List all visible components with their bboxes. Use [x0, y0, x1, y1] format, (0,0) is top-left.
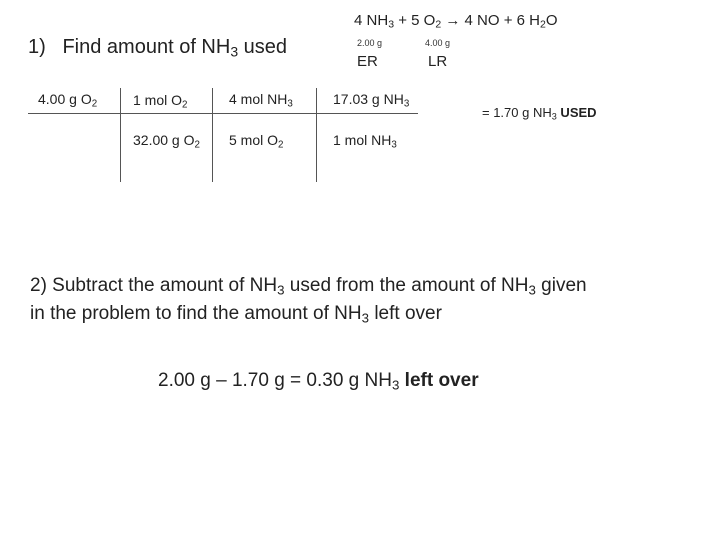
- eq-arrow: →: [441, 12, 465, 29]
- step2-paragraph: [30, 272, 587, 328]
- step1-text-end: used: [238, 36, 288, 58]
- factor-2-den-sub: 2: [278, 139, 284, 151]
- step2-sub-1: 3: [277, 282, 285, 298]
- factor-1-denominator: [133, 132, 200, 151]
- table-horizontal-line: [28, 113, 418, 114]
- mass-nh3: 2.00 g: [357, 38, 383, 48]
- result-sub: 3: [551, 111, 557, 122]
- factor-1-numerator: [133, 92, 188, 111]
- step2-text-b: used from the amount of NH: [284, 275, 529, 296]
- given-text: 4.00 g O: [38, 91, 92, 107]
- balanced-equation: [354, 12, 557, 29]
- excess-reagent-label: ER: [357, 53, 378, 70]
- factor-1-num-text: 1 mol O: [133, 92, 183, 108]
- step2-sub-2: 3: [528, 282, 536, 298]
- final-text: 2.00 g – 1.70 g = 0.30 g NH: [158, 370, 392, 391]
- factor-2-numerator: [229, 91, 293, 110]
- factor-2-den-text: 5 mol O: [229, 132, 279, 148]
- given-sub: 2: [91, 98, 98, 110]
- given-value: [38, 91, 98, 110]
- step2-text-e: left over: [369, 303, 442, 324]
- step1-subscript: 3: [230, 43, 239, 60]
- factor-3-den-sub: 3: [391, 139, 397, 151]
- factor-3-num-sub: 3: [403, 98, 410, 110]
- step2-sub-3: 3: [361, 310, 370, 326]
- factor-1-num-sub: 2: [182, 99, 188, 111]
- factor-3-den-text: 1 mol NH: [333, 132, 392, 148]
- step2-line-2: [30, 300, 587, 328]
- final-calculation: [158, 370, 479, 392]
- eq-reactant-o2: 5 O: [411, 12, 436, 29]
- eq-plus: +: [394, 12, 412, 29]
- step2-text-c: given: [535, 275, 587, 296]
- step1-number: 1): [28, 36, 46, 58]
- factor-1-den-text: 32.00 g O: [133, 132, 195, 148]
- factor-2-num-text: 4 mol NH: [229, 91, 288, 107]
- result-text: = 1.70 g NH: [482, 105, 552, 120]
- eq-products-end: O: [545, 12, 558, 29]
- eq-sub-3: 2: [539, 18, 546, 31]
- final-sub: 3: [391, 377, 400, 393]
- factor-2-denominator: [229, 132, 284, 151]
- mass-o2: 4.00 g: [425, 38, 451, 48]
- table-divider-3: [316, 88, 317, 182]
- step1-heading: [28, 36, 287, 59]
- result-used: [482, 105, 597, 120]
- eq-sub-1: 3: [388, 18, 395, 31]
- factor-3-numerator: [333, 91, 410, 110]
- table-divider-1: [120, 88, 121, 182]
- factor-3-num-text: 17.03 g NH: [333, 91, 404, 107]
- table-divider-2: [212, 88, 213, 182]
- eq-products: 4 NO + 6 H: [464, 12, 540, 29]
- factor-2-num-sub: 3: [287, 98, 293, 110]
- eq-sub-2: 2: [435, 18, 442, 31]
- limiting-reagent-label: LR: [428, 53, 448, 70]
- eq-reactant-nh3: 4 NH: [354, 12, 389, 29]
- step2-text-a: 2) Subtract the amount of NH: [30, 275, 278, 296]
- step2-line-1: [30, 272, 587, 300]
- factor-3-denominator: [333, 132, 397, 151]
- factor-1-den-sub: 2: [194, 139, 200, 151]
- result-used-label: USED: [556, 105, 597, 120]
- final-left-over: left over: [399, 370, 479, 391]
- step2-text-d: in the problem to find the amount of NH: [30, 303, 362, 324]
- step1-text: Find amount of NH: [62, 36, 231, 58]
